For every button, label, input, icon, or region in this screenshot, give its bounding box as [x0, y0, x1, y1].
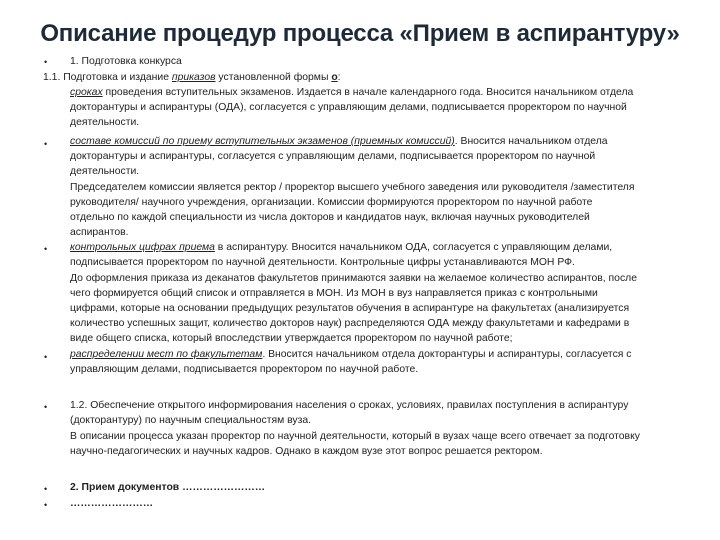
srokah-line-2: докторантуры и аспирантуры (ОДА), согласуется с управляющим делами, подписывается проректором по научной: [70, 102, 627, 113]
bullet-dot: •: [44, 244, 48, 254]
commission-para-4: аспирантов.: [70, 227, 129, 238]
raspr-line-2: управляющим делами, подписывается проректором по научной работе.: [70, 364, 419, 375]
subsection-text: установленной формы: [215, 72, 332, 83]
subsection-1-1: [43, 70, 341, 85]
bullet-dot: •: [44, 402, 48, 412]
section-2-dots: ……………………: [70, 498, 154, 509]
bullet-dot: •: [44, 484, 48, 494]
kontrol-term: контрольных цифрах приема: [70, 242, 215, 253]
sostave-term: составе комиссий по приему вступительных экзаменов (приемных комиссий): [70, 136, 455, 147]
bullet-dot: •: [44, 500, 48, 510]
page-title: Описание процедур процесса «Прием в аспирантуру»: [40, 20, 680, 47]
commission-para-3: отдельно по каждой специальности из числа докторов и кандидатов наук, включая научных руководителей: [70, 212, 590, 223]
kontrol-line-1: [70, 240, 612, 255]
kontrol-para-4: количество успешных защит, количество докторов наук) распределяются ОДА между факультетами и кафедрами в: [70, 318, 630, 329]
srokah-line-3: деятельности.: [70, 117, 140, 128]
kontrol-para-3: цифрами, которые на основании предыдущих результатов обучения в аспирантуре на факультетах (анализируется: [70, 303, 630, 314]
bullet-dot: •: [44, 57, 48, 67]
sostave-line-3: деятельности.: [70, 166, 140, 177]
sostave-line-2: докторантуры и аспирантуры, согласуется с управляющим делами, подписывается проректором по научной: [70, 151, 596, 162]
subsection-1-2-line-1: 1.2. Обеспечение открытого информирования населения о сроках, условиях, правилах поступления в аспирантуру: [70, 400, 629, 411]
bullet-dot: •: [44, 139, 48, 149]
kontrol-line-2: подписывается проректором по научной деятельности. Контрольные цифры устанавливаются МОН РФ.: [70, 257, 575, 268]
srokah-text: проведения вступительных экзаменов. Издается в начале календарного года. Вносится начальником отдела: [102, 87, 634, 98]
srokah-line-1: [70, 85, 633, 100]
subsection-1-2-line-2: (докторантуру) по научным специальностям вуза.: [70, 415, 312, 426]
subsection-1-2-line-4: научно-педагогических и научных кадров. Однако в каждом вузе этот вопрос решается ректором.: [70, 446, 543, 457]
kontrol-para-5: виде общего списка, который впоследствии утверждается проректором по научной работе;: [70, 333, 513, 344]
subsection-text: 1.1. Подготовка и издание: [43, 72, 172, 83]
commission-para-2: руководителя/ научного учреждения, организации. Комиссии формируются проректором по научной работе: [70, 197, 593, 208]
section-1-heading: 1. Подготовка конкурса: [70, 56, 182, 67]
sostave-line-1: [70, 134, 608, 149]
srokah-term: сроках: [70, 87, 103, 98]
bullet-dot: •: [44, 352, 48, 362]
section-2-heading: 2. Прием документов ……………………: [70, 482, 266, 493]
kontrol-text: в аспирантуру. Вносится начальником ОДА, согласуется с управляющим делами,: [214, 242, 613, 253]
subsection-text: :: [337, 72, 341, 83]
orders-term: приказов: [171, 72, 216, 83]
subsection-1-2-line-3: В описании процесса указан проректор по научной деятельности, который в вузах чаще всего отвечает за подготовку: [70, 431, 640, 442]
kontrol-para-1: До оформления приказа из деканатов факультетов принимаются заявки на желаемое количество аспирантов, после: [70, 273, 637, 284]
about-term: о: [331, 72, 338, 83]
raspr-line-1: [70, 347, 631, 362]
raspr-text: . Вносится начальником отдела докторантуры и аспирантуры, согласуется с: [262, 349, 632, 360]
raspr-term: распределении мест по факультетам: [70, 349, 263, 360]
kontrol-para-2: чего формируется общий список и отправляется в МОН. Из МОН в вуз направляется приказ с контрольными: [70, 288, 598, 299]
sostave-text: . Вносится начальником отдела: [454, 136, 608, 147]
commission-para-1: Председателем комиссии является ректор / проректор высшего учебного заведения или руководителя /заместителя: [70, 182, 635, 193]
